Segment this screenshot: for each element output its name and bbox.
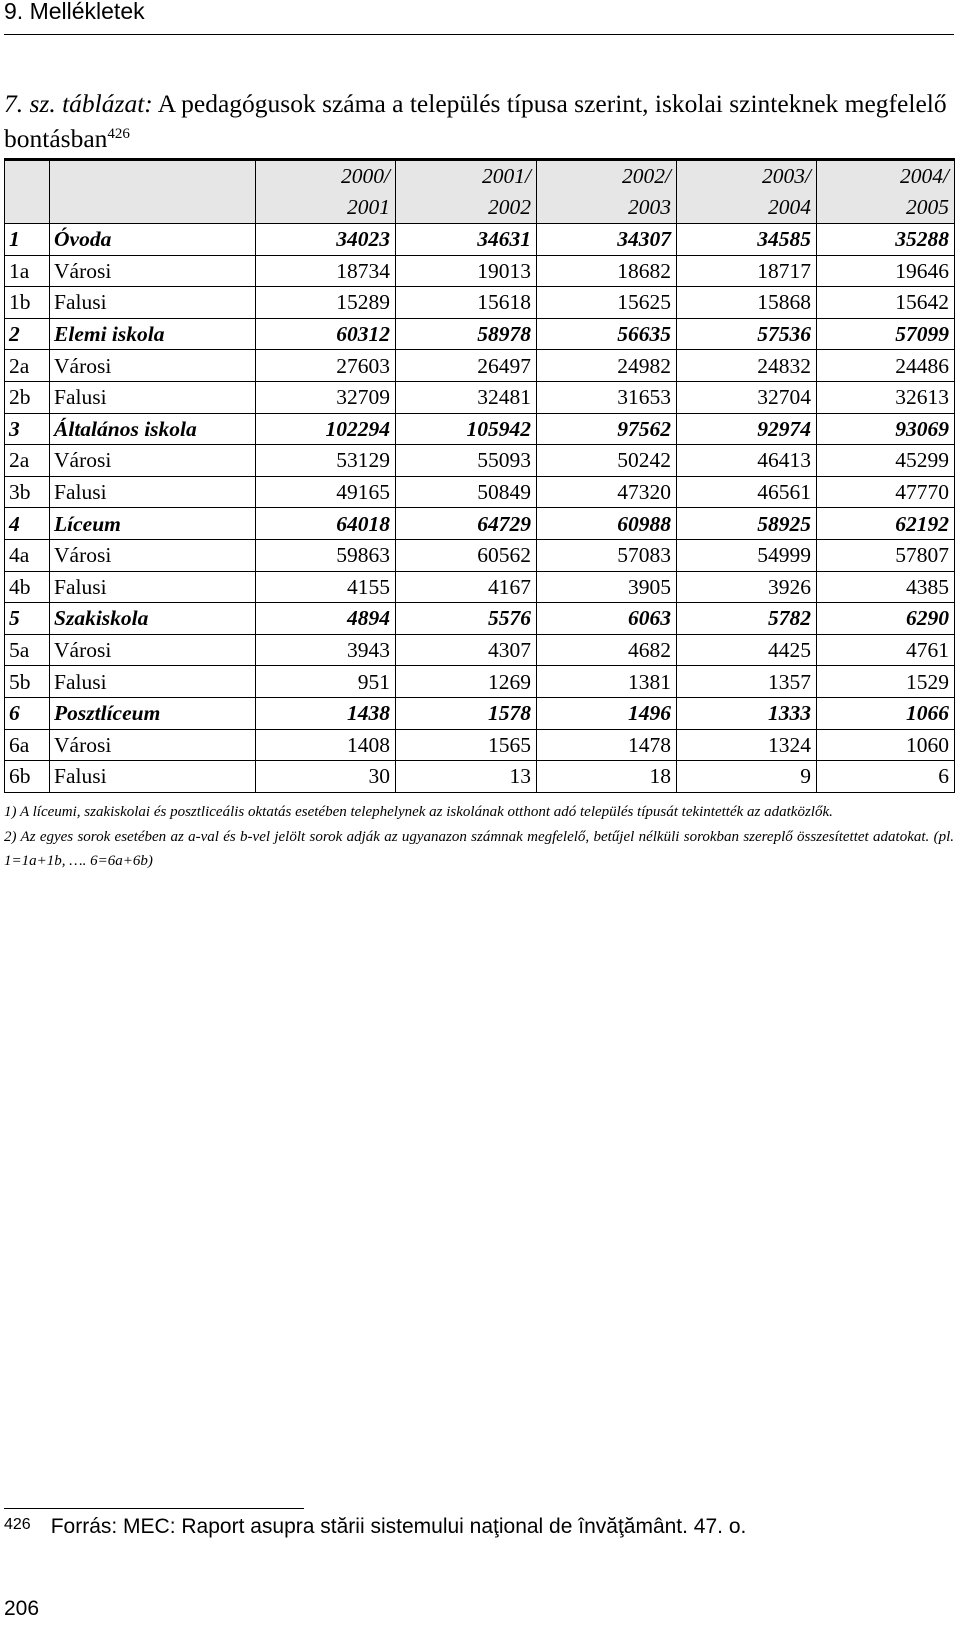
header-blank-cell [50,160,256,224]
row-code: 1a [5,255,50,287]
value-cell: 32709 [256,381,396,413]
value-cell: 15642 [817,287,955,319]
value-cell: 18717 [677,255,817,287]
value-cell: 1357 [677,666,817,698]
value-cell: 13 [396,761,537,793]
value-cell: 59863 [256,539,396,571]
row-name: Falusi [50,761,256,793]
value-cell: 4761 [817,634,955,666]
row-code: 5 [5,603,50,635]
value-cell: 34585 [677,224,817,256]
value-cell: 46413 [677,445,817,477]
table-row [5,350,955,382]
value-cell: 951 [256,666,396,698]
value-cell: 19646 [817,255,955,287]
value-cell: 102294 [256,413,396,445]
footnote-text: Forrás: MEC: Raport asupra stării sistemului naţional de învăţământ. 47. o. [50,1515,747,1538]
value-cell: 15868 [677,287,817,319]
value-cell: 30 [256,761,396,793]
value-cell: 4385 [817,571,955,603]
table-row [5,539,955,571]
value-cell: 1478 [537,729,677,761]
value-cell: 24832 [677,350,817,382]
table-row [5,445,955,477]
value-cell: 3943 [256,634,396,666]
value-cell: 55093 [396,445,537,477]
row-name: Elemi iskola [50,318,256,350]
value-cell: 15289 [256,287,396,319]
value-cell: 64729 [396,508,537,540]
value-cell: 32481 [396,381,537,413]
row-code: 6b [5,761,50,793]
value-cell: 4682 [537,634,677,666]
row-name: Falusi [50,287,256,319]
data-table [4,158,955,793]
table-row [5,761,955,793]
value-cell: 57536 [677,318,817,350]
row-name: Líceum [50,508,256,540]
row-name: Városi [50,539,256,571]
table-row [5,255,955,287]
value-cell: 57083 [537,539,677,571]
row-name: Falusi [50,571,256,603]
row-code: 1 [5,224,50,256]
row-code: 1b [5,287,50,319]
value-cell: 60562 [396,539,537,571]
value-cell: 5782 [677,603,817,635]
row-name: Óvoda [50,224,256,256]
value-cell: 18682 [537,255,677,287]
row-name: Posztlíceum [50,697,256,729]
value-cell: 1408 [256,729,396,761]
value-cell: 18 [537,761,677,793]
running-head: 9. Mellékletek [4,0,145,24]
value-cell: 62192 [817,508,955,540]
value-cell: 27603 [256,350,396,382]
value-cell: 58978 [396,318,537,350]
value-cell: 1565 [396,729,537,761]
value-cell: 4307 [396,634,537,666]
value-cell: 64018 [256,508,396,540]
table-row [5,476,955,508]
value-cell: 1060 [817,729,955,761]
value-cell: 60988 [537,508,677,540]
row-code: 2 [5,318,50,350]
value-cell: 93069 [817,413,955,445]
footnote [4,1515,954,1539]
value-cell: 4167 [396,571,537,603]
table-row [5,666,955,698]
header-rule [4,34,954,35]
table-row [5,508,955,540]
row-code: 5b [5,666,50,698]
value-cell: 1438 [256,697,396,729]
table-row [5,381,955,413]
value-cell: 1066 [817,697,955,729]
table-row [5,729,955,761]
row-name: Városi [50,350,256,382]
row-code: 2b [5,381,50,413]
table-row [5,224,955,256]
row-code: 5a [5,634,50,666]
value-cell: 92974 [677,413,817,445]
row-name: Városi [50,729,256,761]
table-row [5,603,955,635]
value-cell: 1269 [396,666,537,698]
value-cell: 34023 [256,224,396,256]
value-cell: 50242 [537,445,677,477]
value-cell: 58925 [677,508,817,540]
value-cell: 1324 [677,729,817,761]
value-cell: 3905 [537,571,677,603]
value-cell: 4425 [677,634,817,666]
value-cell: 1578 [396,697,537,729]
value-cell: 18734 [256,255,396,287]
value-cell: 24982 [537,350,677,382]
value-cell: 56635 [537,318,677,350]
value-cell: 60312 [256,318,396,350]
note-1: 1) A líceumi, szakiskolai és posztliceális oktatás esetében telephelynek az iskolának otthont adó település típusát tekintették az adatközlők. [4,804,833,820]
value-cell: 54999 [677,539,817,571]
value-cell: 31653 [537,381,677,413]
value-cell: 4894 [256,603,396,635]
table-row [5,318,955,350]
value-cell: 1381 [537,666,677,698]
value-cell: 105942 [396,413,537,445]
value-cell: 6 [817,761,955,793]
value-cell: 9 [677,761,817,793]
value-cell: 24486 [817,350,955,382]
value-cell: 1496 [537,697,677,729]
row-name: Általános iskola [50,413,256,445]
row-name: Falusi [50,476,256,508]
table-row [5,413,955,445]
row-code: 4b [5,571,50,603]
row-name: Városi [50,445,256,477]
value-cell: 3926 [677,571,817,603]
page-number: 206 [4,1597,40,1620]
value-cell: 19013 [396,255,537,287]
caption-footnote-ref: 426 [107,126,130,142]
row-name: Falusi [50,381,256,413]
value-cell: 45299 [817,445,955,477]
value-cell: 4155 [256,571,396,603]
row-name: Városi [50,634,256,666]
row-code: 4 [5,508,50,540]
table-row [5,634,955,666]
table-row [5,697,955,729]
header-cell: 2001/ 2002 [396,160,537,224]
table-header-row [5,160,955,224]
row-code: 4a [5,539,50,571]
header-blank-cell [5,160,50,224]
value-cell: 57099 [817,318,955,350]
note-2: 2) Az egyes sorok esetében az a-val és b-vel jelölt sorok adják az ugyanazon számnak megfelelő, betűjel nélküli sorokban szereplő összesítettet adatokat. (pl. 1=1a+1b, …. 6=6a+6b) [4,828,954,869]
table-notes [4,800,954,874]
row-name: Falusi [50,666,256,698]
header-cell: 2003/ 2004 [677,160,817,224]
value-cell: 6063 [537,603,677,635]
table-row [5,571,955,603]
value-cell: 34631 [396,224,537,256]
value-cell: 26497 [396,350,537,382]
value-cell: 49165 [256,476,396,508]
value-cell: 32613 [817,381,955,413]
value-cell: 34307 [537,224,677,256]
table-row [5,287,955,319]
value-cell: 46561 [677,476,817,508]
row-name: Városi [50,255,256,287]
value-cell: 57807 [817,539,955,571]
row-code: 6 [5,697,50,729]
row-code: 3 [5,413,50,445]
row-code: 2a [5,445,50,477]
value-cell: 53129 [256,445,396,477]
value-cell: 6290 [817,603,955,635]
value-cell: 47770 [817,476,955,508]
row-code: 3b [5,476,50,508]
header-cell: 2000/ 2001 [256,160,396,224]
value-cell: 32704 [677,381,817,413]
row-name: Szakiskola [50,603,256,635]
value-cell: 5576 [396,603,537,635]
value-cell: 35288 [817,224,955,256]
footnote-rule [4,1508,304,1509]
table-caption [4,86,954,161]
value-cell: 97562 [537,413,677,445]
row-code: 2a [5,350,50,382]
row-code: 6a [5,729,50,761]
value-cell: 50849 [396,476,537,508]
value-cell: 47320 [537,476,677,508]
value-cell: 15625 [537,287,677,319]
header-cell: 2004/ 2005 [817,160,955,224]
header-cell: 2002/ 2003 [537,160,677,224]
value-cell: 1529 [817,666,955,698]
value-cell: 15618 [396,287,537,319]
value-cell: 1333 [677,697,817,729]
caption-text: A pedagógusok száma a település típusa szerint, iskolai szinteknek megfelelő bontásban [4,89,947,153]
caption-label: 7. sz. táblázat: [4,89,153,118]
footnote-number: 426 [4,1516,31,1533]
